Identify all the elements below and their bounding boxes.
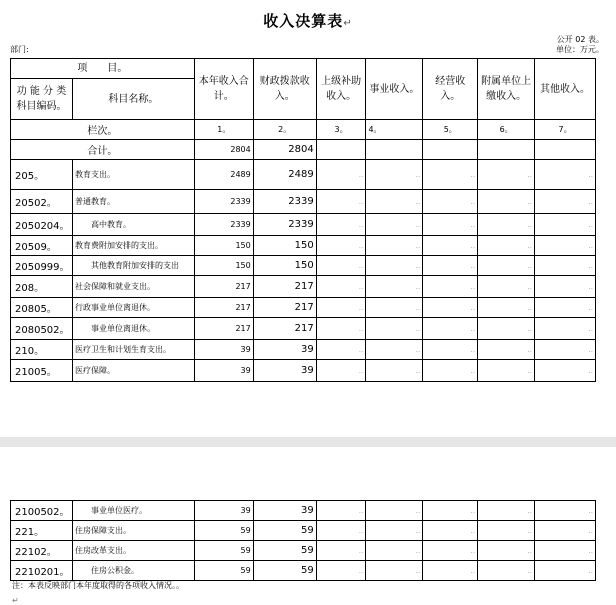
total-income-cell: 217 (194, 298, 253, 318)
total-income-cell: 39 (194, 501, 253, 521)
empty-cell (423, 190, 478, 214)
col-index-cell: 7。 (535, 120, 596, 140)
subject-name-cell: 教育支出。 (72, 160, 194, 190)
fiscal-income-cell: 59 (253, 521, 316, 541)
document-title (0, 10, 616, 31)
empty-cell (316, 501, 366, 521)
form-number: 公开 02 表。 (556, 35, 604, 44)
header-subject-name: 科目名称。 (72, 79, 194, 120)
total-income-cell: 59 (194, 521, 253, 541)
fiscal-income-cell: 2339 (253, 190, 316, 214)
function-code-cell: 2050204。 (11, 214, 73, 236)
table-row (11, 236, 596, 256)
total-income-cell: 2489 (194, 160, 253, 190)
fiscal-income-cell: 217 (253, 318, 316, 340)
empty-cell (423, 256, 478, 276)
subject-name-cell: 普通教育。 (72, 190, 194, 214)
subject-name-cell: 其他教育附加安排的支出 (72, 256, 194, 276)
col-index-label: 栏次。 (11, 120, 195, 140)
empty-cell (366, 561, 423, 581)
fiscal-income-cell: 39 (253, 340, 316, 360)
fiscal-income-cell: 59 (253, 561, 316, 581)
empty-cell (478, 214, 535, 236)
header-func-class: 功 能 分 类科目编码。 (11, 79, 73, 120)
paragraph-mark: ↵ (12, 596, 19, 605)
fiscal-income-cell: 150 (253, 236, 316, 256)
table-row (11, 541, 596, 561)
empty-cell (316, 541, 366, 561)
header-col-other: 其他收入。 (535, 59, 596, 120)
empty-cell (316, 360, 366, 382)
function-code-cell: 2080502。 (11, 318, 73, 340)
empty-cell (478, 501, 535, 521)
empty-cell (423, 276, 478, 298)
income-table-page1 (10, 58, 596, 382)
empty-cell (535, 256, 596, 276)
table-row (11, 214, 596, 236)
empty-cell (423, 298, 478, 318)
empty-cell (366, 236, 423, 256)
empty-cell (423, 236, 478, 256)
empty-cell (423, 140, 478, 160)
fiscal-income-cell: 2339 (253, 214, 316, 236)
function-code-cell: 208。 (11, 276, 73, 298)
empty-cell (423, 541, 478, 561)
table-row (11, 318, 596, 340)
empty-cell (423, 214, 478, 236)
table-row (11, 160, 596, 190)
empty-cell (316, 561, 366, 581)
subject-name-cell: 住房改革支出。 (72, 541, 194, 561)
empty-cell (535, 360, 596, 382)
total-income-cell: 150 (194, 236, 253, 256)
empty-cell (316, 318, 366, 340)
total-income-value: 2804 (194, 140, 253, 160)
empty-cell (366, 541, 423, 561)
empty-cell (478, 276, 535, 298)
table-row (11, 340, 596, 360)
function-code-cell: 22102。 (11, 541, 73, 561)
empty-cell (535, 236, 596, 256)
header-col-affiliate: 附属单位上缴收入。 (478, 59, 535, 120)
empty-cell (366, 160, 423, 190)
function-code-cell: 2100502。 (11, 501, 73, 521)
subject-name-cell: 住房公积金。 (72, 561, 194, 581)
table-row (11, 256, 596, 276)
empty-cell (535, 521, 596, 541)
empty-cell (423, 340, 478, 360)
empty-cell (316, 256, 366, 276)
fiscal-income-cell: 39 (253, 360, 316, 382)
total-income-cell: 217 (194, 318, 253, 340)
header-col-business: 事业收入。 (366, 59, 423, 120)
empty-cell (316, 236, 366, 256)
total-income-cell: 39 (194, 360, 253, 382)
empty-cell (423, 318, 478, 340)
empty-cell (316, 276, 366, 298)
empty-cell (478, 236, 535, 256)
empty-cell (478, 298, 535, 318)
empty-cell (423, 160, 478, 190)
table-row (11, 501, 596, 521)
empty-cell (478, 160, 535, 190)
empty-cell (423, 501, 478, 521)
empty-cell (366, 276, 423, 298)
empty-cell (535, 541, 596, 561)
fiscal-income-cell: 59 (253, 541, 316, 561)
empty-cell (478, 318, 535, 340)
total-income-cell: 2339 (194, 190, 253, 214)
empty-cell (478, 256, 535, 276)
col-index-cell: 5。 (423, 120, 478, 140)
empty-cell (478, 521, 535, 541)
empty-cell (366, 256, 423, 276)
empty-cell (366, 340, 423, 360)
empty-cell (423, 561, 478, 581)
header-col-fiscal: 财政拨款收入。 (253, 59, 316, 120)
empty-cell (478, 541, 535, 561)
empty-cell (366, 360, 423, 382)
col-index-cell: 1。 (194, 120, 253, 140)
total-income-cell: 39 (194, 340, 253, 360)
subject-name-cell: 行政事业单位离退休。 (72, 298, 194, 318)
fiscal-income-cell: 217 (253, 276, 316, 298)
function-code-cell: 20509。 (11, 236, 73, 256)
fiscal-income-cell: 150 (253, 256, 316, 276)
empty-cell (316, 160, 366, 190)
title-text: 收入决算表 (263, 12, 344, 30)
empty-cell (316, 214, 366, 236)
empty-cell (535, 501, 596, 521)
table-note: 注：本表反映部门本年度取得的各项收入情况。。 (12, 581, 184, 590)
function-code-cell: 2210201。 (11, 561, 73, 581)
empty-cell (316, 190, 366, 214)
fiscal-income-cell: 2489 (253, 160, 316, 190)
table-row (11, 360, 596, 382)
table-row (11, 190, 596, 214)
subject-name-cell: 住房保障支出。 (72, 521, 194, 541)
department-label: 部门: (10, 45, 29, 54)
total-row (11, 140, 596, 160)
function-code-cell: 205。 (11, 160, 73, 190)
function-code-cell: 21005。 (11, 360, 73, 382)
header-col-superior: 上级补助收入。 (316, 59, 366, 120)
total-income-cell: 59 (194, 561, 253, 581)
subject-name-cell: 医疗卫生和计划生育支出。 (72, 340, 194, 360)
income-table-page2 (10, 500, 596, 581)
header-project: 项 目。 (11, 59, 195, 79)
total-income-cell: 150 (194, 256, 253, 276)
total-income-cell: 59 (194, 541, 253, 561)
total-fiscal-value: 2804 (253, 140, 316, 160)
empty-cell (535, 140, 596, 160)
subject-name-cell: 社会保障和就业支出。 (72, 276, 194, 298)
empty-cell (535, 214, 596, 236)
table-row (11, 521, 596, 541)
empty-cell (316, 298, 366, 318)
empty-cell (478, 140, 535, 160)
col-index-cell: 4。 (366, 120, 423, 140)
empty-cell (366, 298, 423, 318)
col-index-cell: 3。 (316, 120, 366, 140)
empty-cell (366, 140, 423, 160)
empty-cell (366, 318, 423, 340)
col-index-cell: 2。 (253, 120, 316, 140)
col-index-row (11, 120, 596, 140)
subject-name-cell: 医疗保障。 (72, 360, 194, 382)
function-code-cell: 210。 (11, 340, 73, 360)
total-label: 合计。 (11, 140, 195, 160)
header-col-operating: 经营收入。 (423, 59, 478, 120)
total-income-cell: 2339 (194, 214, 253, 236)
empty-cell (478, 340, 535, 360)
empty-cell (366, 190, 423, 214)
empty-cell (316, 521, 366, 541)
unit-label: 单位：万元。 (556, 45, 604, 54)
function-code-cell: 2050999。 (11, 256, 73, 276)
function-code-cell: 221。 (11, 521, 73, 541)
page-break (0, 437, 616, 447)
empty-cell (535, 561, 596, 581)
table-row (11, 298, 596, 318)
function-code-cell: 20502。 (11, 190, 73, 214)
empty-cell (535, 318, 596, 340)
title-paragraph-mark: ↵ (343, 18, 353, 29)
empty-cell (366, 501, 423, 521)
empty-cell (535, 298, 596, 318)
empty-cell (316, 340, 366, 360)
subject-name-cell: 教育费附加安排的支出。 (72, 236, 194, 256)
empty-cell (535, 276, 596, 298)
table-row (11, 561, 596, 581)
col-index-cell: 6。 (478, 120, 535, 140)
header-col-total: 本年收入合计。 (194, 59, 253, 120)
empty-cell (535, 340, 596, 360)
total-income-cell: 217 (194, 276, 253, 298)
table-row (11, 276, 596, 298)
subject-name-cell: 事业单位离退休。 (72, 318, 194, 340)
subject-name-cell: 高中教育。 (72, 214, 194, 236)
empty-cell (478, 360, 535, 382)
empty-cell (423, 360, 478, 382)
subject-name-cell: 事业单位医疗。 (72, 501, 194, 521)
empty-cell (316, 140, 366, 160)
empty-cell (535, 190, 596, 214)
empty-cell (423, 521, 478, 541)
function-code-cell: 20805。 (11, 298, 73, 318)
empty-cell (366, 214, 423, 236)
fiscal-income-cell: 217 (253, 298, 316, 318)
empty-cell (535, 160, 596, 190)
fiscal-income-cell: 39 (253, 501, 316, 521)
empty-cell (478, 190, 535, 214)
empty-cell (478, 561, 535, 581)
empty-cell (366, 521, 423, 541)
